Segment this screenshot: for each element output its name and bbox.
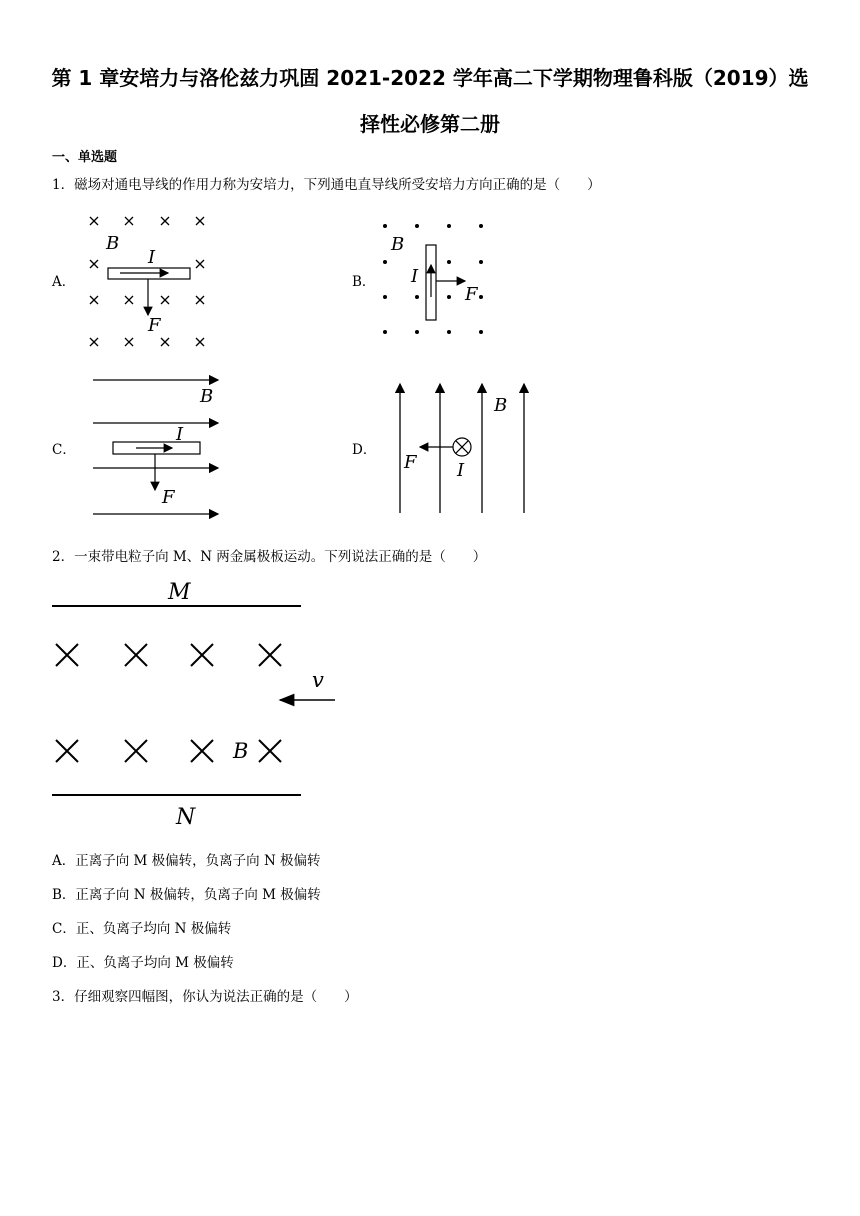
current-label: I — [176, 424, 184, 445]
title-line-1: 第 1 章安培力与洛伦兹力巩固 2021-2022 学年高二下学期物理鲁科版（2019）选 — [51, 66, 809, 90]
velocity-label: v — [312, 668, 324, 692]
q1-option-c-label: C． — [52, 442, 76, 458]
q1-option-b-label: B． — [352, 274, 376, 290]
q1-option-a-figure — [80, 205, 230, 355]
current-label: I — [148, 247, 156, 268]
question-3-text: 3．仔细观察四幅图，你认为说法正确的是（ ） — [52, 989, 358, 1005]
current-label: I — [457, 460, 465, 481]
q1-option-b-figure — [375, 215, 495, 340]
force-label: F — [148, 315, 161, 336]
plate-m-label: M — [168, 580, 191, 605]
q2-figure — [52, 570, 352, 835]
q2-option-b: B．正离子向 N 极偏转，负离子向 M 极偏转 — [52, 887, 321, 903]
q2-option-d: D．正、负离子均向 M 极偏转 — [52, 955, 234, 971]
current-label: I — [411, 266, 419, 287]
q1-option-a-label: A． — [52, 274, 76, 290]
field-label: B — [494, 395, 508, 416]
force-label: F — [465, 284, 478, 305]
q1-option-c-figure — [88, 368, 233, 523]
field-label: B — [200, 386, 214, 407]
q2-option-c: C．正、负离子均向 N 极偏转 — [52, 921, 232, 937]
section-heading: 一、单选题 — [52, 150, 118, 165]
current-into-page-icon — [453, 438, 471, 456]
plate-n-label: N — [176, 805, 196, 830]
force-label: F — [404, 452, 417, 473]
q1-option-d-figure — [390, 378, 535, 518]
question-2-text: 2．一束带电粒子向 M、N 两金属极板运动。下列说法正确的是（ ） — [52, 549, 487, 565]
force-label: F — [162, 487, 175, 508]
q2-option-a: A．正离子向 M 极偏转，负离子向 N 极偏转 — [52, 853, 321, 869]
field-label: B — [233, 739, 249, 763]
title-line-2: 择性必修第二册 — [360, 112, 500, 136]
field-label: B — [106, 233, 120, 254]
q1-option-d-label: D． — [352, 442, 377, 458]
question-1-text: 1．磁场对通电导线的作用力称为安培力，下列通电直导线所受安培力方向正确的是（ ） — [52, 177, 601, 193]
field-label: B — [391, 234, 405, 255]
